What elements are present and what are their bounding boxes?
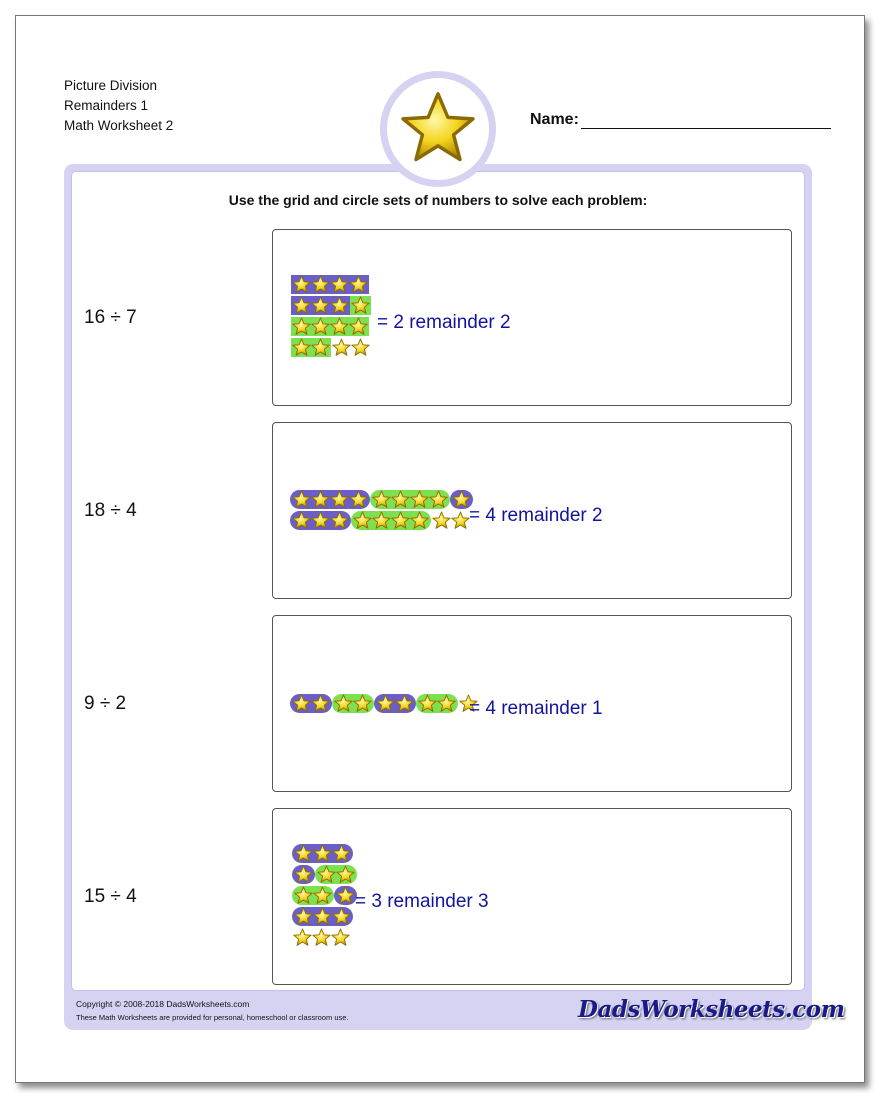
star-icon [418, 694, 437, 713]
circled-group [291, 296, 350, 315]
star-icon [353, 694, 372, 713]
star-icon [334, 694, 353, 713]
circled-group [370, 490, 450, 509]
problem-expression: 16 ÷ 7 [84, 307, 137, 328]
star-icon [330, 275, 349, 294]
circled-group [351, 511, 431, 530]
star-icon [294, 886, 313, 905]
circled-group [291, 317, 369, 336]
star-icon [400, 90, 476, 166]
circled-group [374, 694, 416, 713]
remainder-stars [292, 928, 351, 947]
star-icon [410, 490, 429, 509]
star-icon [294, 907, 313, 926]
star-row [292, 844, 357, 863]
answer-text: = 3 remainder 3 [355, 891, 489, 912]
usage-notice: These Math Worksheets are provided for personal, homeschool or classroom use. [76, 1013, 349, 1022]
star-icon [317, 865, 336, 884]
remainder-stars [431, 511, 471, 530]
star-row [291, 296, 371, 315]
worksheet-subtitle: Remainders 1 [64, 98, 149, 113]
star-icon [330, 296, 349, 315]
circled-group [290, 511, 351, 530]
star-icon [349, 275, 368, 294]
copyright-text: Copyright © 2008-2018 DadsWorksheets.com [76, 999, 250, 1009]
star-icon [312, 928, 331, 947]
answer-box[interactable] [272, 422, 792, 599]
star-icon [331, 928, 350, 947]
star-icon [372, 511, 391, 530]
star-icon [292, 317, 311, 336]
star-icon [349, 317, 368, 336]
star-icon [330, 511, 349, 530]
star-icon [313, 844, 332, 863]
name-field[interactable] [530, 110, 831, 129]
answer-box[interactable] [272, 808, 792, 985]
star-icon [451, 511, 470, 530]
star-icon [292, 296, 311, 315]
circled-group [416, 694, 458, 713]
circled-group [291, 275, 369, 294]
circled-group [350, 296, 371, 315]
star-row [292, 928, 357, 947]
star-icon [311, 511, 330, 530]
star-icon [349, 490, 368, 509]
star-icon [330, 317, 349, 336]
star-icon [292, 490, 311, 509]
star-icon [372, 490, 391, 509]
star-icon [336, 865, 355, 884]
star-icon [294, 865, 313, 884]
star-grid [292, 844, 357, 949]
instructions: Use the grid and circle sets of numbers to solve each problem: [228, 192, 648, 208]
star-icon [311, 317, 330, 336]
problem-expression: 18 ÷ 4 [84, 500, 137, 521]
star-icon [292, 694, 311, 713]
star-row [292, 886, 357, 905]
circled-group [315, 865, 357, 884]
star-grid [290, 694, 479, 715]
star-icon [330, 490, 349, 509]
answer-text: = 4 remainder 1 [469, 698, 603, 719]
star-row [291, 317, 371, 336]
star-icon [311, 338, 330, 357]
star-icon [311, 694, 330, 713]
circled-group [334, 886, 357, 905]
name-blank-line[interactable] [581, 110, 831, 129]
star-icon [292, 275, 311, 294]
star-row [291, 338, 371, 357]
star-icon [292, 338, 311, 357]
star-icon [353, 511, 372, 530]
worksheet-number: Math Worksheet 2 [64, 118, 174, 133]
star-icon [332, 907, 351, 926]
star-icon [332, 338, 351, 357]
star-row [290, 490, 473, 509]
star-icon [391, 490, 410, 509]
star-icon [293, 928, 312, 947]
star-icon [292, 511, 311, 530]
star-icon [410, 511, 429, 530]
star-row [291, 275, 371, 294]
star-icon [313, 907, 332, 926]
name-label: Name: [530, 111, 579, 128]
star-badge [380, 71, 496, 187]
star-icon [391, 511, 410, 530]
circled-group [292, 865, 315, 884]
star-icon [429, 490, 448, 509]
star-row [290, 511, 473, 530]
answer-box[interactable] [272, 229, 792, 406]
star-icon [311, 490, 330, 509]
circled-group [292, 907, 353, 926]
star-icon [437, 694, 456, 713]
answer-box[interactable] [272, 615, 792, 792]
star-icon [311, 275, 330, 294]
problem-expression: 9 ÷ 2 [84, 693, 127, 714]
circled-group [332, 694, 374, 713]
problem-expression: 15 ÷ 4 [84, 886, 137, 907]
star-icon [432, 511, 451, 530]
star-icon [376, 694, 395, 713]
star-grid [290, 490, 473, 532]
star-icon [294, 844, 313, 863]
remainder-stars [331, 338, 371, 357]
circled-group [292, 844, 353, 863]
worksheet-title: Picture Division [64, 78, 158, 93]
star-icon [351, 338, 370, 357]
circled-group [291, 338, 331, 357]
star-icon [351, 296, 370, 315]
star-icon [313, 886, 332, 905]
star-icon [311, 296, 330, 315]
answer-text: = 2 remainder 2 [377, 312, 511, 333]
star-grid [291, 275, 371, 359]
star-icon [332, 844, 351, 863]
answer-text: = 4 remainder 2 [469, 505, 603, 526]
star-row [292, 865, 357, 884]
star-icon [395, 694, 414, 713]
star-icon [336, 886, 355, 905]
star-row [290, 694, 479, 713]
circled-group [290, 694, 332, 713]
circled-group [292, 886, 334, 905]
star-row [292, 907, 357, 926]
worksheet-header [64, 76, 173, 136]
circled-group [290, 490, 370, 509]
site-logo[interactable]: DadsWorksheets.com [578, 996, 845, 1023]
